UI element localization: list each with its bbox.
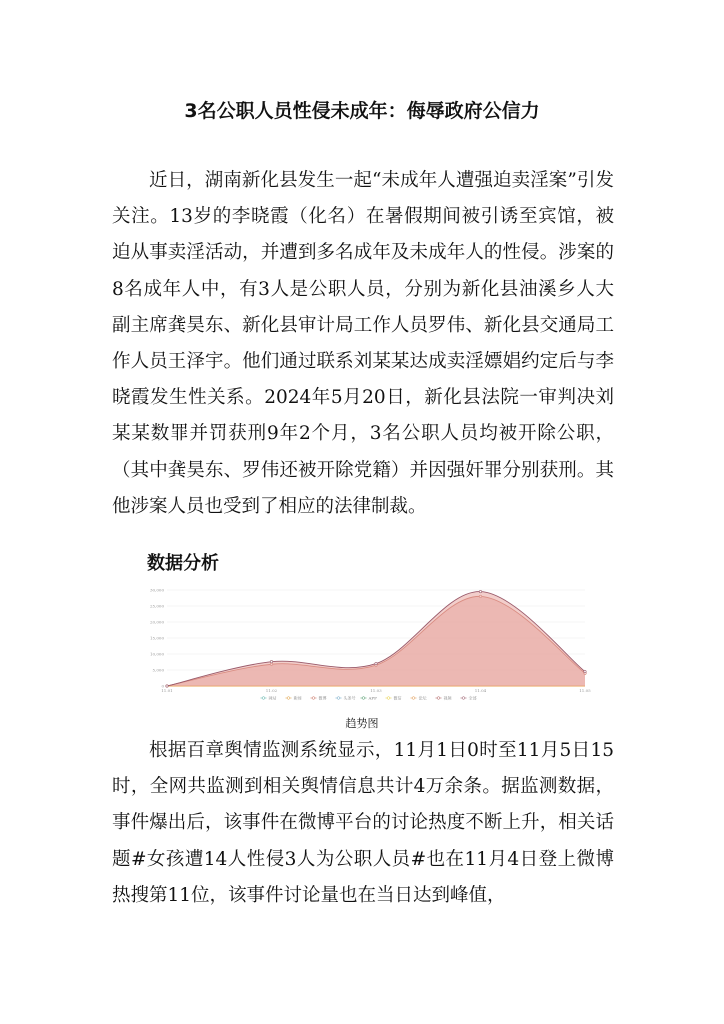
legend-label: 视频 xyxy=(443,695,452,701)
trend-chart xyxy=(143,582,603,710)
x-tick-label: 11.01 xyxy=(161,688,173,693)
data-point xyxy=(166,685,168,687)
legend-label: 微博 xyxy=(318,695,327,701)
body-paragraph-1: 近日，湖南新化县发生一起“未成年人遭强迫卖淫案”引发关注。13岁的李晓霞（化名）在暑假期间被引诱至宾馆，被迫从事卖淫活动，并遭到多名成年及未成年人的性侵。涉案的8名成年人中，有3人是公职人员，分别为新化县油溪乡人大副主席龚昊东、新化县审计局工作人员罗伟、新化县交通局工作人员王泽宇。他们通过联系刘某某达成卖淫嫖娼约定后与李晓霞发生性关系。2024年5月20日，新化县法院一审判决刘某某数罪并罚获刑9年2个月，3名公职人员均被开除公职，（其中龚昊东、罗伟还被开除党籍）并因强奸罪分别获刑。其他涉案人员也受到了相应的法律制裁。 xyxy=(112,170,614,517)
legend-marker-dot xyxy=(362,697,365,700)
legend-label: 论坛 xyxy=(418,695,427,701)
legend-marker-dot xyxy=(337,697,340,700)
y-tick-label: 0 xyxy=(161,683,164,689)
legend-marker-dot xyxy=(287,697,290,700)
legend-label: 新闻 xyxy=(293,695,302,701)
legend-marker-dot xyxy=(312,697,315,700)
data-point xyxy=(270,660,272,662)
page-title: 3名公职人员性侵未成年：侮辱政府公信力 xyxy=(184,100,540,122)
legend-marker-dot xyxy=(412,697,415,700)
y-tick-label: 20,000 xyxy=(150,619,164,625)
legend-label: 头条号 xyxy=(343,695,356,701)
data-point xyxy=(375,662,377,664)
x-tick-label: 11.05 xyxy=(579,688,591,693)
legend-marker-dot xyxy=(462,697,465,700)
y-tick-label: 15,000 xyxy=(150,635,164,641)
y-tick-label: 25,000 xyxy=(150,603,164,609)
section-heading: 数据分析 xyxy=(147,553,219,574)
x-tick-label: 11.03 xyxy=(370,688,382,693)
legend-label: 全部 xyxy=(468,695,477,701)
y-tick-label: 30,000 xyxy=(150,587,164,593)
y-tick-label: 5,000 xyxy=(152,667,164,673)
x-tick-label: 11.02 xyxy=(265,688,278,693)
body-paragraph-2: 根据百章舆情监测系统显示，11月1日0时至11月5日15时，全网共监测到相关舆情信息共计4万余条。据监测数据，事件爆出后，该事件在微博平台的讨论热度不断上升，相关话题#女孩遭14人性侵3人为公职人员#也在11月4日登上微博热搜第11位，该事件讨论量也在当日达到峰值， xyxy=(112,740,614,906)
y-tick-label: 10,000 xyxy=(150,651,164,657)
chart-caption: 趋势图 xyxy=(345,717,379,730)
legend-marker-dot xyxy=(262,697,265,700)
data-point xyxy=(479,590,481,592)
legend-marker-dot xyxy=(387,697,390,700)
data-point xyxy=(584,670,586,672)
legend-label: 网站 xyxy=(268,695,277,701)
x-tick-label: 11.04 xyxy=(474,688,487,693)
legend-marker-dot xyxy=(437,697,440,700)
legend-label: APP xyxy=(368,695,377,701)
legend-label: 微信 xyxy=(393,695,402,701)
